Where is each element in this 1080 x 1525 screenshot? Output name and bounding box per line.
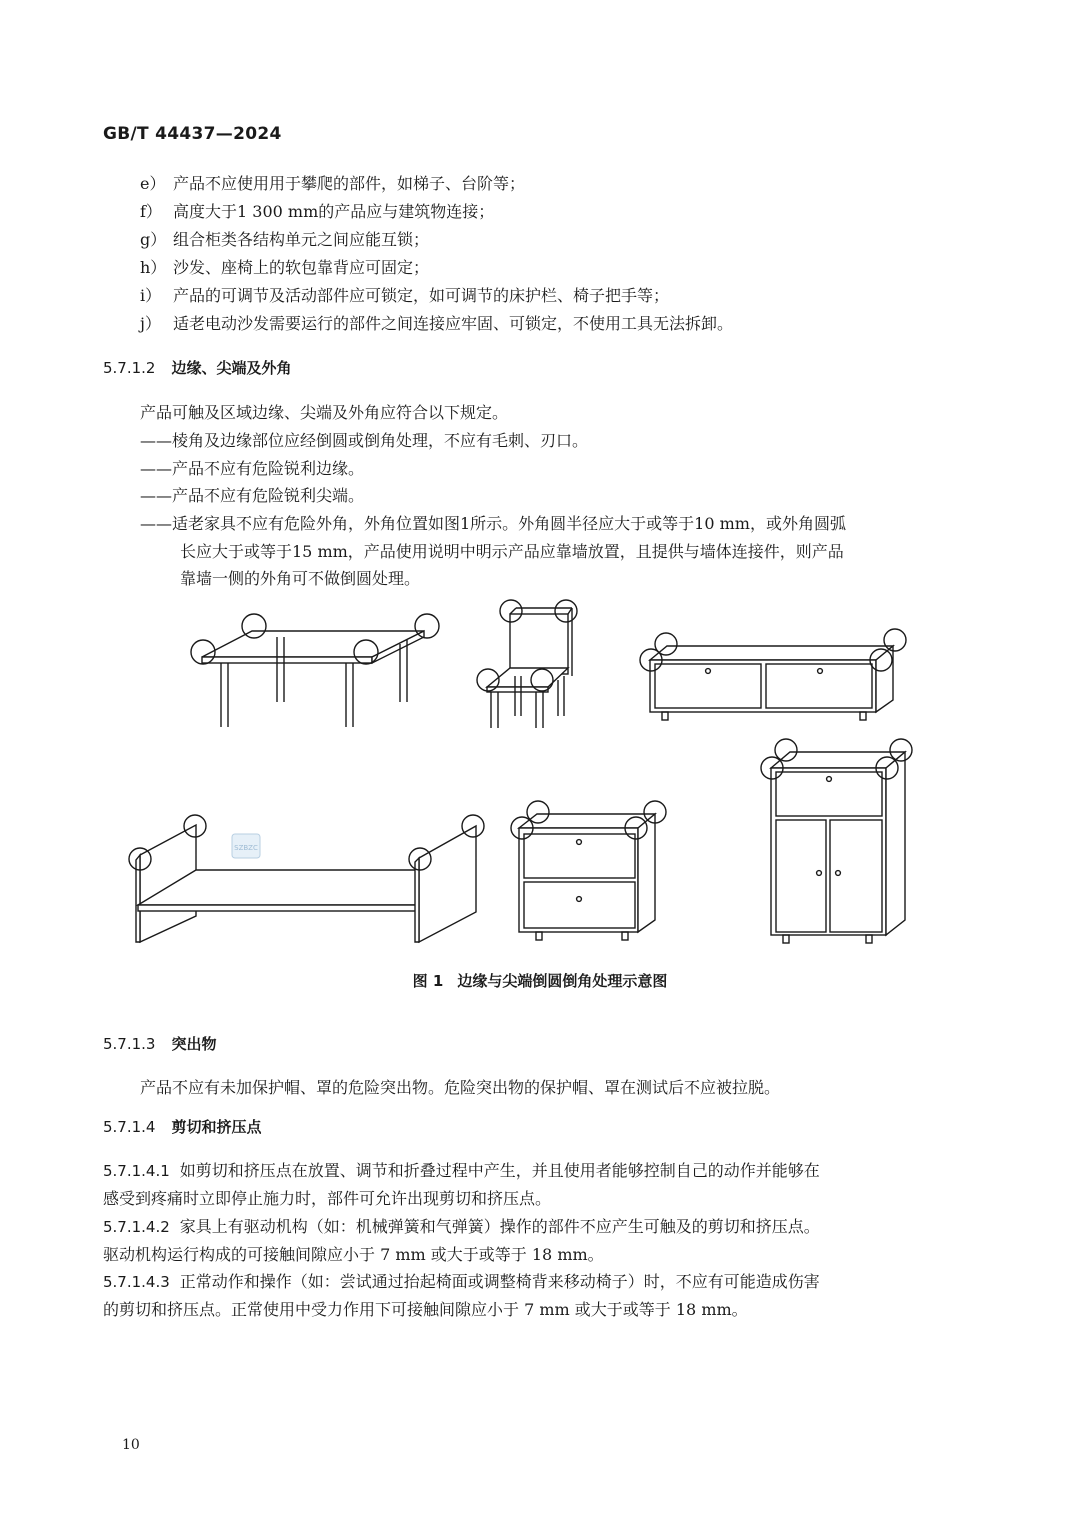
watermark-text: SZBZC: [234, 844, 258, 852]
dash-continuation: 长应大于或等于15 mm，产品使用说明中明示产品应靠墙放置，且提供与墙体连接件，则产品: [180, 542, 844, 561]
figure-caption-text: 边缘与尖端倒圆倒角处理示意图: [457, 972, 668, 990]
list-marker: j）: [140, 314, 161, 333]
section-heading-5714: [103, 1116, 262, 1137]
page-number: 10: [122, 1437, 140, 1453]
dash-item: ——产品不应有危险锐利边缘。: [140, 459, 365, 478]
clause-number: 5.7.1.4.2: [103, 1218, 170, 1236]
dash-item: ——棱角及边缘部位应经倒圆或倒角处理，不应有毛刺、刃口。: [140, 431, 589, 450]
clause-line: 驱动机构运行构成的可接触间隙应小于 7 mm 或大于或等于 18 mm。: [103, 1245, 604, 1264]
list-item: [140, 283, 669, 306]
list-item: [140, 311, 733, 334]
clause-text: 正常动作和操作（如：尝试通过抬起椅面或调整椅背来移动椅子）时，不应有可能造成伤害: [179, 1272, 820, 1291]
list-marker: i）: [140, 286, 162, 305]
list-text: 产品的可调节及活动部件应可锁定，如可调节的床护栏、椅子把手等；: [173, 286, 670, 305]
section-title: 剪切和挤压点: [171, 1118, 262, 1136]
section-title: 边缘、尖端及外角: [171, 359, 292, 377]
dash-item: ——产品不应有危险锐利尖端。: [140, 486, 365, 505]
standard-header: GB/T 44437—2024: [103, 124, 282, 144]
clause-text: 如剪切和挤压点在放置、调节和折叠过程中产生，并且使用者能够控制自己的动作并能够在: [179, 1161, 820, 1180]
clause-line: 感受到疼痛时立即停止施力时，部件可允许出现剪切和挤压点。: [103, 1189, 552, 1208]
section-intro: 产品可触及区域边缘、尖端及外角应符合以下规定。: [140, 403, 509, 422]
list-item: [140, 171, 525, 194]
section-title: 突出物: [171, 1035, 217, 1053]
list-text: 沙发、座椅上的软包靠背应可固定；: [173, 258, 430, 277]
clause-text: 家具上有驱动机构（如：机械弹簧和气弹簧）操作的部件不应产生可触及的剪切和挤压点。: [179, 1217, 820, 1236]
section-heading-5712: [103, 357, 292, 378]
list-marker: e）: [140, 174, 166, 193]
clause-line: [103, 1214, 820, 1237]
figure-caption: [0, 970, 1080, 991]
section-text: 产品不应有未加保护帽、罩的危险突出物。危险突出物的保护帽、罩在测试后不应被拉脱。: [140, 1078, 781, 1097]
dash-item: ——适老家具不应有危险外角，外角位置如图1所示。外角圆半径应大于或等于10 mm，或外角圆弧: [140, 514, 846, 533]
table-drawing: [191, 614, 439, 727]
tall-cabinet-drawing: [761, 739, 912, 943]
section-heading-5713: [103, 1033, 217, 1054]
list-marker: h）: [140, 258, 167, 277]
nightstand-drawing: [511, 801, 666, 940]
list-text: 组合柜类各结构单元之间应能互锁；: [173, 230, 430, 249]
section-number: 5.7.1.2: [103, 359, 156, 377]
figure-1-illustration: [0, 590, 1080, 960]
bed-drawing: [129, 815, 484, 942]
section-number: 5.7.1.4: [103, 1118, 156, 1136]
clause-number: 5.7.1.4.1: [103, 1162, 170, 1180]
dash-continuation: 靠墙一侧的外角可不做倒圆处理。: [180, 569, 421, 588]
corner-marker: [884, 629, 906, 651]
list-text: 适老电动沙发需要运行的部件之间连接应牢固、可锁定，不使用工具无法拆卸。: [173, 314, 734, 333]
clause-line: 的剪切和挤压点。正常使用中受力作用下可接触间隙应小于 7 mm 或大于或等于 18 mm。: [103, 1300, 748, 1319]
corner-marker: [415, 614, 439, 638]
list-marker: g）: [140, 230, 167, 249]
list-item: [140, 227, 429, 250]
clause-number: 5.7.1.4.3: [103, 1273, 170, 1291]
figure-number: 图 1: [412, 972, 444, 990]
clause-line: [103, 1269, 820, 1292]
section-number: 5.7.1.3: [103, 1035, 156, 1053]
tv-cabinet-drawing: [640, 629, 906, 720]
list-text: 高度大于1 300 mm的产品应与建筑物连接；: [173, 202, 495, 221]
list-text: 产品不应使用用于攀爬的部件，如梯子、台阶等；: [173, 174, 526, 193]
clause-line: [103, 1158, 820, 1181]
list-item: [140, 199, 494, 222]
list-marker: f）: [140, 202, 162, 221]
list-item: [140, 255, 429, 278]
chair-drawing: [477, 600, 577, 728]
